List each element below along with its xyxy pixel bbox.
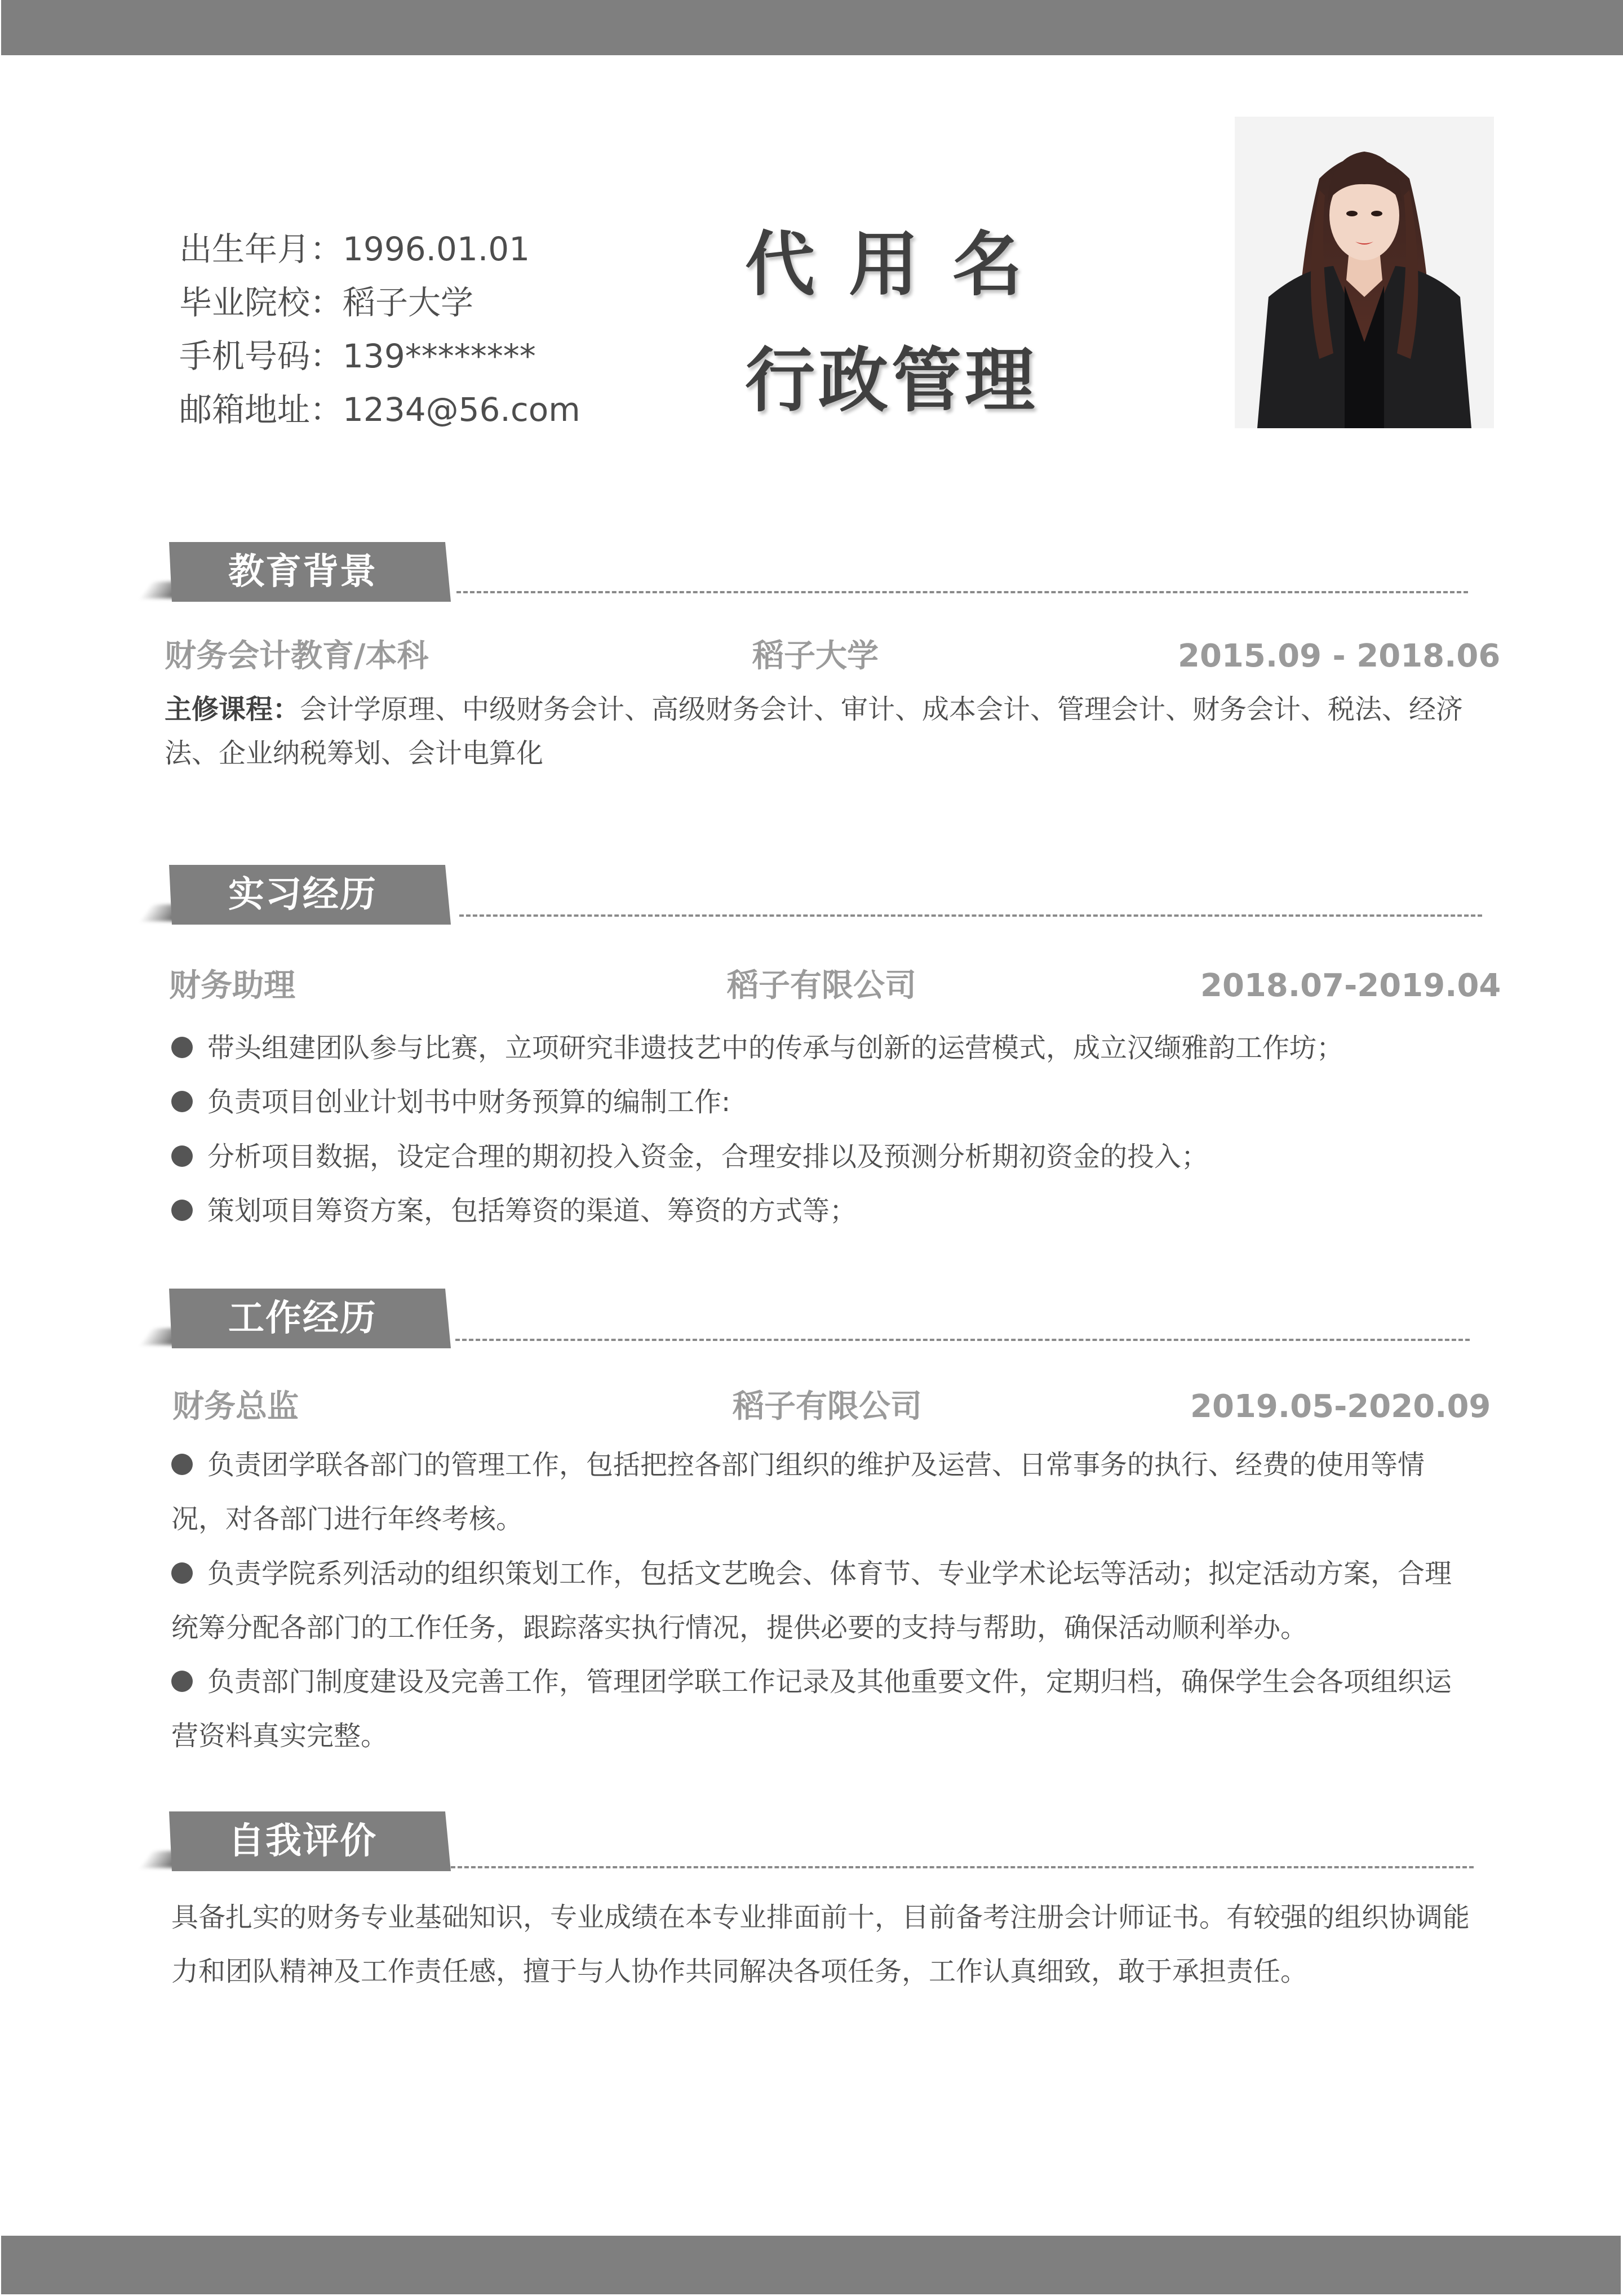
bullet-text: 负责项目创业计划书中财务预算的编制工作: — [207, 1086, 731, 1118]
bullet-text: 负责学院系列活动的组织策划工作，包括文艺晚会、体育节、专业学术论坛等活动；拟定活动方案，合理统筹分配各部门的工作任务，跟踪落实执行情况，提供必要的支持与帮助，确保活动顺利举办。 — [171, 1558, 1452, 1644]
info-value: 139******** — [343, 337, 536, 375]
section-divider — [459, 914, 1482, 917]
section-title: 自我评价 — [228, 1820, 377, 1862]
info-label: 出生年月： — [179, 230, 343, 268]
bullet-dot-icon — [171, 1562, 193, 1584]
personal-info — [179, 223, 580, 437]
info-phone — [179, 330, 580, 383]
work-bullet — [171, 1655, 1467, 1763]
work-company: 稻子有限公司 — [733, 1388, 922, 1425]
info-birthdate — [179, 223, 580, 276]
education-school: 稻子大学 — [752, 638, 879, 674]
education-major: 财务会计教育/本科 — [165, 638, 429, 674]
bullet-dot-icon — [171, 1145, 193, 1167]
education-courses — [165, 687, 1478, 775]
info-label: 手机号码： — [179, 337, 343, 375]
bullet-dot-icon — [171, 1200, 193, 1221]
candidate-name: 代用名 — [745, 224, 1057, 305]
section-title: 实习经历 — [228, 874, 377, 916]
courses-list: 会计学原理、中级财务会计、高级财务会计、审计、成本会计、管理会计、财务会计、税法、经济法、企业纳税筹划、会计电算化 — [165, 694, 1464, 769]
section-header-work — [169, 1289, 456, 1348]
bullet-text: 策划项目筹资方案，包括筹资的渠道、筹资的方式等； — [207, 1195, 857, 1227]
top-decor-bar — [1, 0, 1623, 55]
info-value: 稻子大学 — [343, 283, 474, 322]
work-bullet — [171, 1547, 1467, 1655]
info-label: 邮箱地址： — [179, 390, 343, 429]
internship-bullet — [171, 1130, 1467, 1184]
work-period: 2019.05-2020.09 — [1190, 1388, 1491, 1425]
info-value: 1234@56.com — [343, 390, 580, 429]
info-label: 毕业院校： — [179, 283, 343, 322]
internship-company: 稻子有限公司 — [727, 967, 916, 1004]
bullet-text: 负责部门制度建设及完善工作，管理团学联工作记录及其他重要文件，定期归档，确保学生会各项组织运营资料真实完整。 — [171, 1666, 1452, 1752]
job-title: 行政管理 — [745, 340, 1039, 421]
internship-bullet — [171, 1184, 1467, 1238]
profile-photo — [1235, 117, 1494, 428]
education-period: 2015.09 - 2018.06 — [1178, 638, 1501, 674]
name-block — [745, 225, 1061, 420]
section-header-self-evaluation — [169, 1811, 456, 1871]
bullet-dot-icon — [171, 1037, 193, 1058]
section-header-education — [169, 542, 456, 602]
bullet-text: 分析项目数据，设定合理的期初投入资金，合理安排以及预测分析期初资金的投入； — [207, 1141, 1209, 1173]
bullet-text: 负责团学联各部门的管理工作，包括把控各部门组织的维护及运营、日常事务的执行、经费的使用等情况，对各部门进行年终考核。 — [171, 1449, 1425, 1535]
internship-bullet — [171, 1021, 1467, 1075]
bullet-text: 带头组建团队参与比赛，立项研究非遗技艺中的传承与创新的运营模式，成立汉缬雅韵工作坊； — [207, 1032, 1344, 1064]
section-divider — [455, 1339, 1470, 1341]
work-bullet — [171, 1438, 1467, 1546]
work-role: 财务总监 — [172, 1388, 299, 1425]
info-value: 1996.01.01 — [343, 230, 530, 268]
section-header-internship — [169, 865, 456, 925]
self-evaluation-text: 具备扎实的财务专业基础知识，专业成绩在本专业排面前十，目前备考注册会计师证书。有较强的组织协调能力和团队精神及工作责任感，擅于与人协作共同解决各项任务，工作认真细致，敢于承担责任。 — [171, 1902, 1470, 1987]
info-email — [179, 383, 580, 437]
section-title: 教育背景 — [228, 551, 377, 593]
bullet-dot-icon — [171, 1091, 193, 1112]
internship-period: 2018.07-2019.04 — [1200, 967, 1501, 1004]
internship-role: 财务助理 — [169, 967, 295, 1004]
bottom-decor-bar — [1, 2236, 1621, 2294]
bullet-dot-icon — [171, 1454, 193, 1475]
portrait-icon — [1235, 117, 1494, 428]
bullet-dot-icon — [171, 1671, 193, 1692]
section-title: 工作经历 — [228, 1298, 377, 1339]
section-divider — [451, 1866, 1474, 1868]
section-divider — [456, 591, 1468, 593]
courses-label: 主修课程： — [165, 694, 300, 725]
internship-bullet — [171, 1075, 1467, 1129]
info-school — [179, 276, 580, 330]
